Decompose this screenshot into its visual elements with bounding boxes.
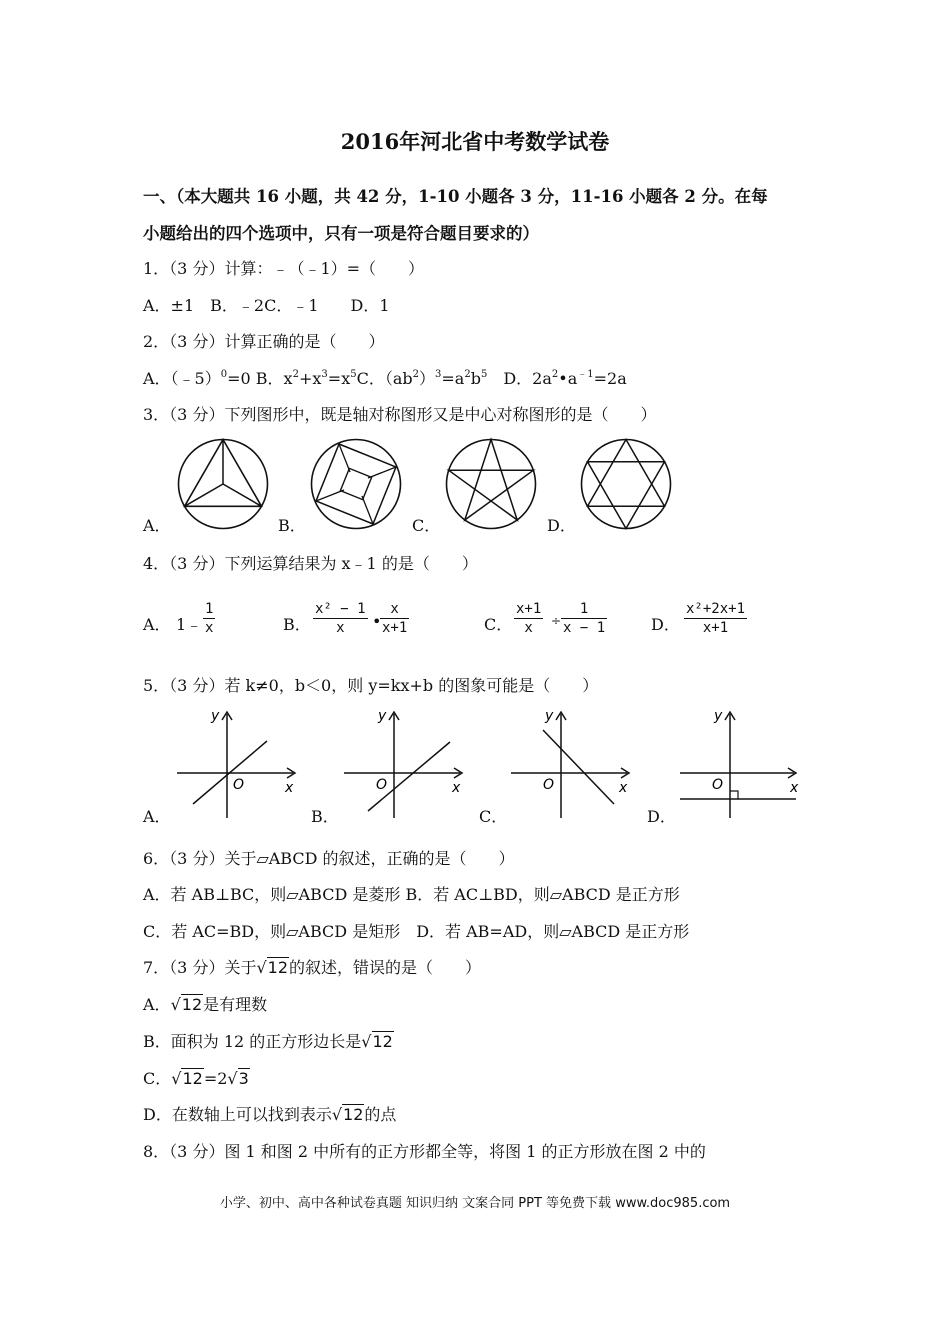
q4-c-op: ÷ [551,614,562,628]
q7-option-a: A．√12是有理数 [143,995,268,1014]
q4-c-fraction-1: x+1 x [516,601,542,636]
svg-text:y: y [714,708,723,724]
svg-text:x: x [285,780,294,796]
q7-option-b: B．面积为 12 的正方形边长是√12 [143,1032,393,1051]
q3-figure-c-circle-pentagram [445,438,537,530]
q7-option-d: D．在数轴上可以找到表示√12的点 [143,1105,397,1124]
section-header-line2: 小题给出的四个选项中，只有一项是符合题目要求的） [143,224,539,243]
q4-label-b: B． [283,615,311,634]
q1-stem: 1．（3 分）计算：﹣（﹣1）=（ ） [143,259,425,278]
svg-text:y: y [211,708,220,724]
q4-c-fraction-2: 1 x − 1 [563,601,606,636]
q3-label-b: B． [278,516,306,535]
svg-text:O: O [543,777,555,793]
page-title: 2016年河北省中考数学试卷 [340,129,610,154]
svg-text:x: x [619,780,628,796]
svg-text:O: O [712,777,724,793]
q3-label-d: D． [547,516,576,535]
q4-label-c: C． [484,615,513,634]
q4-d-fraction: x²+2x+1 x+1 [686,601,746,636]
q3-figure-b-circle-pinwheel [310,438,402,530]
svg-text:x: x [452,780,461,796]
q4-a-fraction: 1 x [205,601,214,636]
q3-label-a: A． [143,516,171,535]
q5-graph-d [678,706,806,818]
q5-label-b: B． [311,807,339,826]
q4-stem: 4．（3 分）下列运算结果为 x﹣1 的是（ ） [143,554,478,573]
svg-text:O: O [376,777,388,793]
svg-text:O: O [233,777,245,793]
q5-stem: 5．（3 分）若 k≠0，b＜0，则 y=kx+b 的图象可能是（ ） [143,676,599,695]
q8-stem: 8．（3 分）图 1 和图 2 中所有的正方形都全等，将图 1 的正方形放在图 2 中的 [143,1142,706,1161]
svg-text:x: x [790,780,799,796]
svg-text:y: y [545,708,554,724]
q3-label-c: C． [412,516,441,535]
page-footer: 小学、初中、高中各种试卷真题 知识归纳 文案合同 PPT 等免费下载 www.doc985.com [219,1196,731,1211]
q6-options-cd: C．若 AC=BD，则▱ABCD 是矩形 D．若 AB=AD，则▱ABCD 是正方形 [143,922,690,941]
q4-label-d: D． [651,615,680,634]
svg-text:y: y [378,708,387,724]
q6-stem: 6．（3 分）关于▱ABCD 的叙述，正确的是（ ） [143,849,515,868]
q7-option-c: C．√12=2√3 [143,1069,249,1088]
q4-b-fraction-1: x² − 1 x [315,601,366,636]
q4-a-lead: 1﹣ [176,615,203,634]
q3-figure-a-circle-triangle [177,438,269,530]
section-header-line1: 一、（本大题共 16 小题，共 42 分，1-10 小题各 3 分，11-16 小题各 2 分。在每 [143,187,768,206]
q7-stem: 7．（3 分）关于√12的叙述，错误的是（ ） [143,958,482,977]
q1-options: A．±1 B．﹣2C．﹣1 D．1 [143,296,390,315]
q3-figure-d-circle-hexagram [580,438,672,530]
q4-b-fraction-2: x x+1 [382,601,408,636]
q4-b-op: • [372,612,382,631]
q5-graph-b [342,706,472,818]
q5-graph-c [509,706,639,818]
q3-stem: 3．（3 分）下列图形中，既是轴对称图形又是中心对称图形的是（ ） [143,405,657,424]
q2-stem: 2．（3 分）计算正确的是（ ） [143,332,385,351]
q5-label-c: C． [479,807,508,826]
q4-label-a: A． [143,615,171,634]
q5-label-d: D． [647,807,676,826]
q5-graph-a [175,706,305,818]
q5-label-a: A． [143,807,171,826]
q2-options: A．（﹣5）$^0$=0 B．$x^2+x^3=x^5C$．$(ab^2)^3=a^2b^5$ D．$2a^2•a^{﹣1}=2a$ [143,369,627,388]
q6-options-ab: A．若 AB⊥BC，则▱ABCD 是菱形 B．若 AC⊥BD，则▱ABCD 是正方形 [143,885,680,904]
